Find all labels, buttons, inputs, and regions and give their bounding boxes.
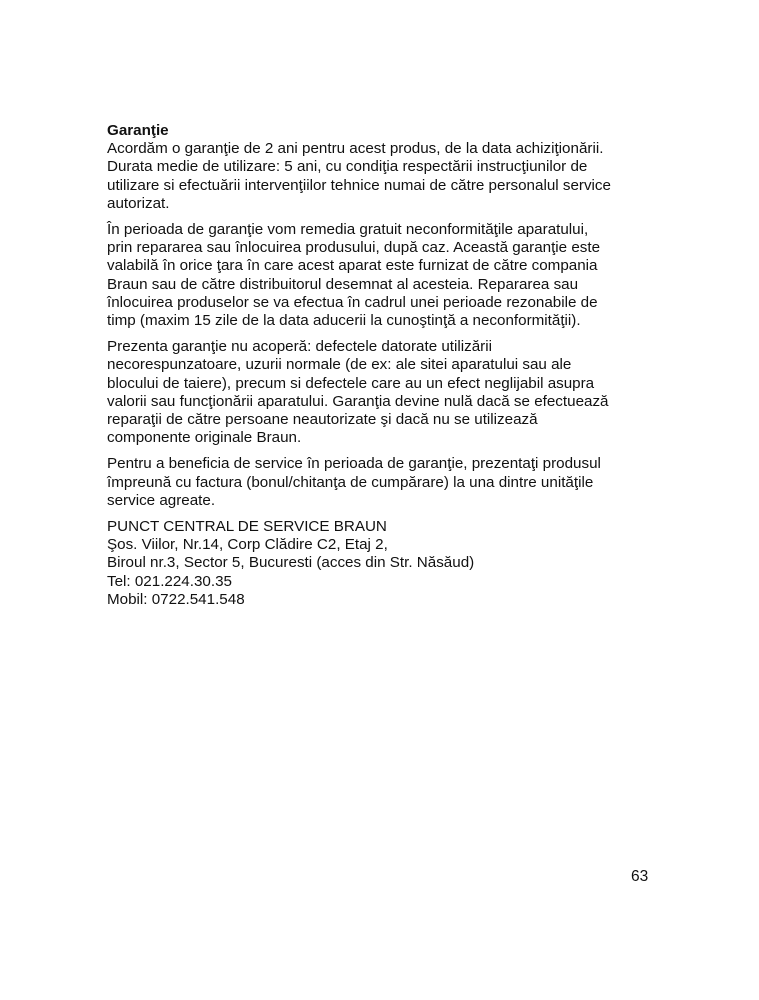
- exclusions-paragraph: [107, 338, 667, 447]
- text-line: blocului de taiere), precum si defectele care au un efect neglijabil asupra: [107, 374, 595, 392]
- warranty-paragraph: [107, 140, 667, 213]
- text-line: componente originale Braun.: [107, 429, 302, 447]
- text-line: Pentru a beneficia de service în perioada de garanţie, prezentaţi produsul: [107, 455, 601, 473]
- remedy-paragraph: [107, 221, 667, 330]
- text-line: service agreate.: [107, 491, 216, 509]
- text-line: împreună cu factura (bonul/chitanţa de cumpărare) la una dintre unităţile: [107, 473, 594, 491]
- text-line: valabilă în orice ţara în care acest aparat este furnizat de către compania: [107, 257, 598, 275]
- text-line: reparaţii de către persoane neautorizate şi dacă nu se utilizează: [107, 411, 538, 429]
- text-line: Braun sau de către distribuitorul desemnat al acesteia. Repararea sau: [107, 275, 579, 293]
- address-line: Şos. Viilor, Nr.14, Corp Clădire C2, Etaj 2,: [107, 536, 388, 554]
- service-paragraph: [107, 455, 667, 510]
- text-line: Prezenta garanţie nu acoperă: defectele datorate utilizării: [107, 338, 492, 356]
- section-title: Garanţie: [107, 122, 169, 139]
- address-line: Biroul nr.3, Sector 5, Bucuresti (acces din Str. Năsăud): [107, 554, 475, 572]
- warranty-section: [107, 122, 667, 617]
- text-line: Durata medie de utilizare: 5 ani, cu condiţia respectării instrucţiunilor de: [107, 158, 588, 176]
- text-line: prin repararea sau înlocuirea produsului, după caz. Această garanţie este: [107, 239, 601, 257]
- text-line: valorii sau funcţionării aparatului. Garanţia devine nulă dacă se efectuează: [107, 392, 609, 410]
- text-line: În perioada de garanţie vom remedia gratuit neconformităţile aparatului,: [107, 221, 589, 239]
- page-number: 63: [631, 868, 649, 885]
- text-line: autorizat.: [107, 194, 170, 212]
- text-line: Acordăm o garanţie de 2 ani pentru acest produs, de la data achiziţionării.: [107, 140, 604, 158]
- phone-number: Tel: 021.224.30.35: [107, 572, 232, 590]
- service-center-address: [107, 518, 667, 609]
- text-line: necorespunzatoare, uzurii normale (de ex: ale sitei aparatului sau ale: [107, 356, 572, 374]
- text-line: înlocuirea produselor se va efectua în cadrul unei perioade rezonabile de: [107, 293, 598, 311]
- service-center-name: PUNCT CENTRAL DE SERVICE BRAUN: [107, 518, 387, 536]
- text-line: utilizare si efectuării intervenţiilor tehnice numai de către personalul service: [107, 176, 611, 194]
- text-line: timp (maxim 15 zile de la data aducerii la cunoştinţă a neconformităţii).: [107, 312, 581, 330]
- mobile-number: Mobil: 0722.541.548: [107, 590, 245, 608]
